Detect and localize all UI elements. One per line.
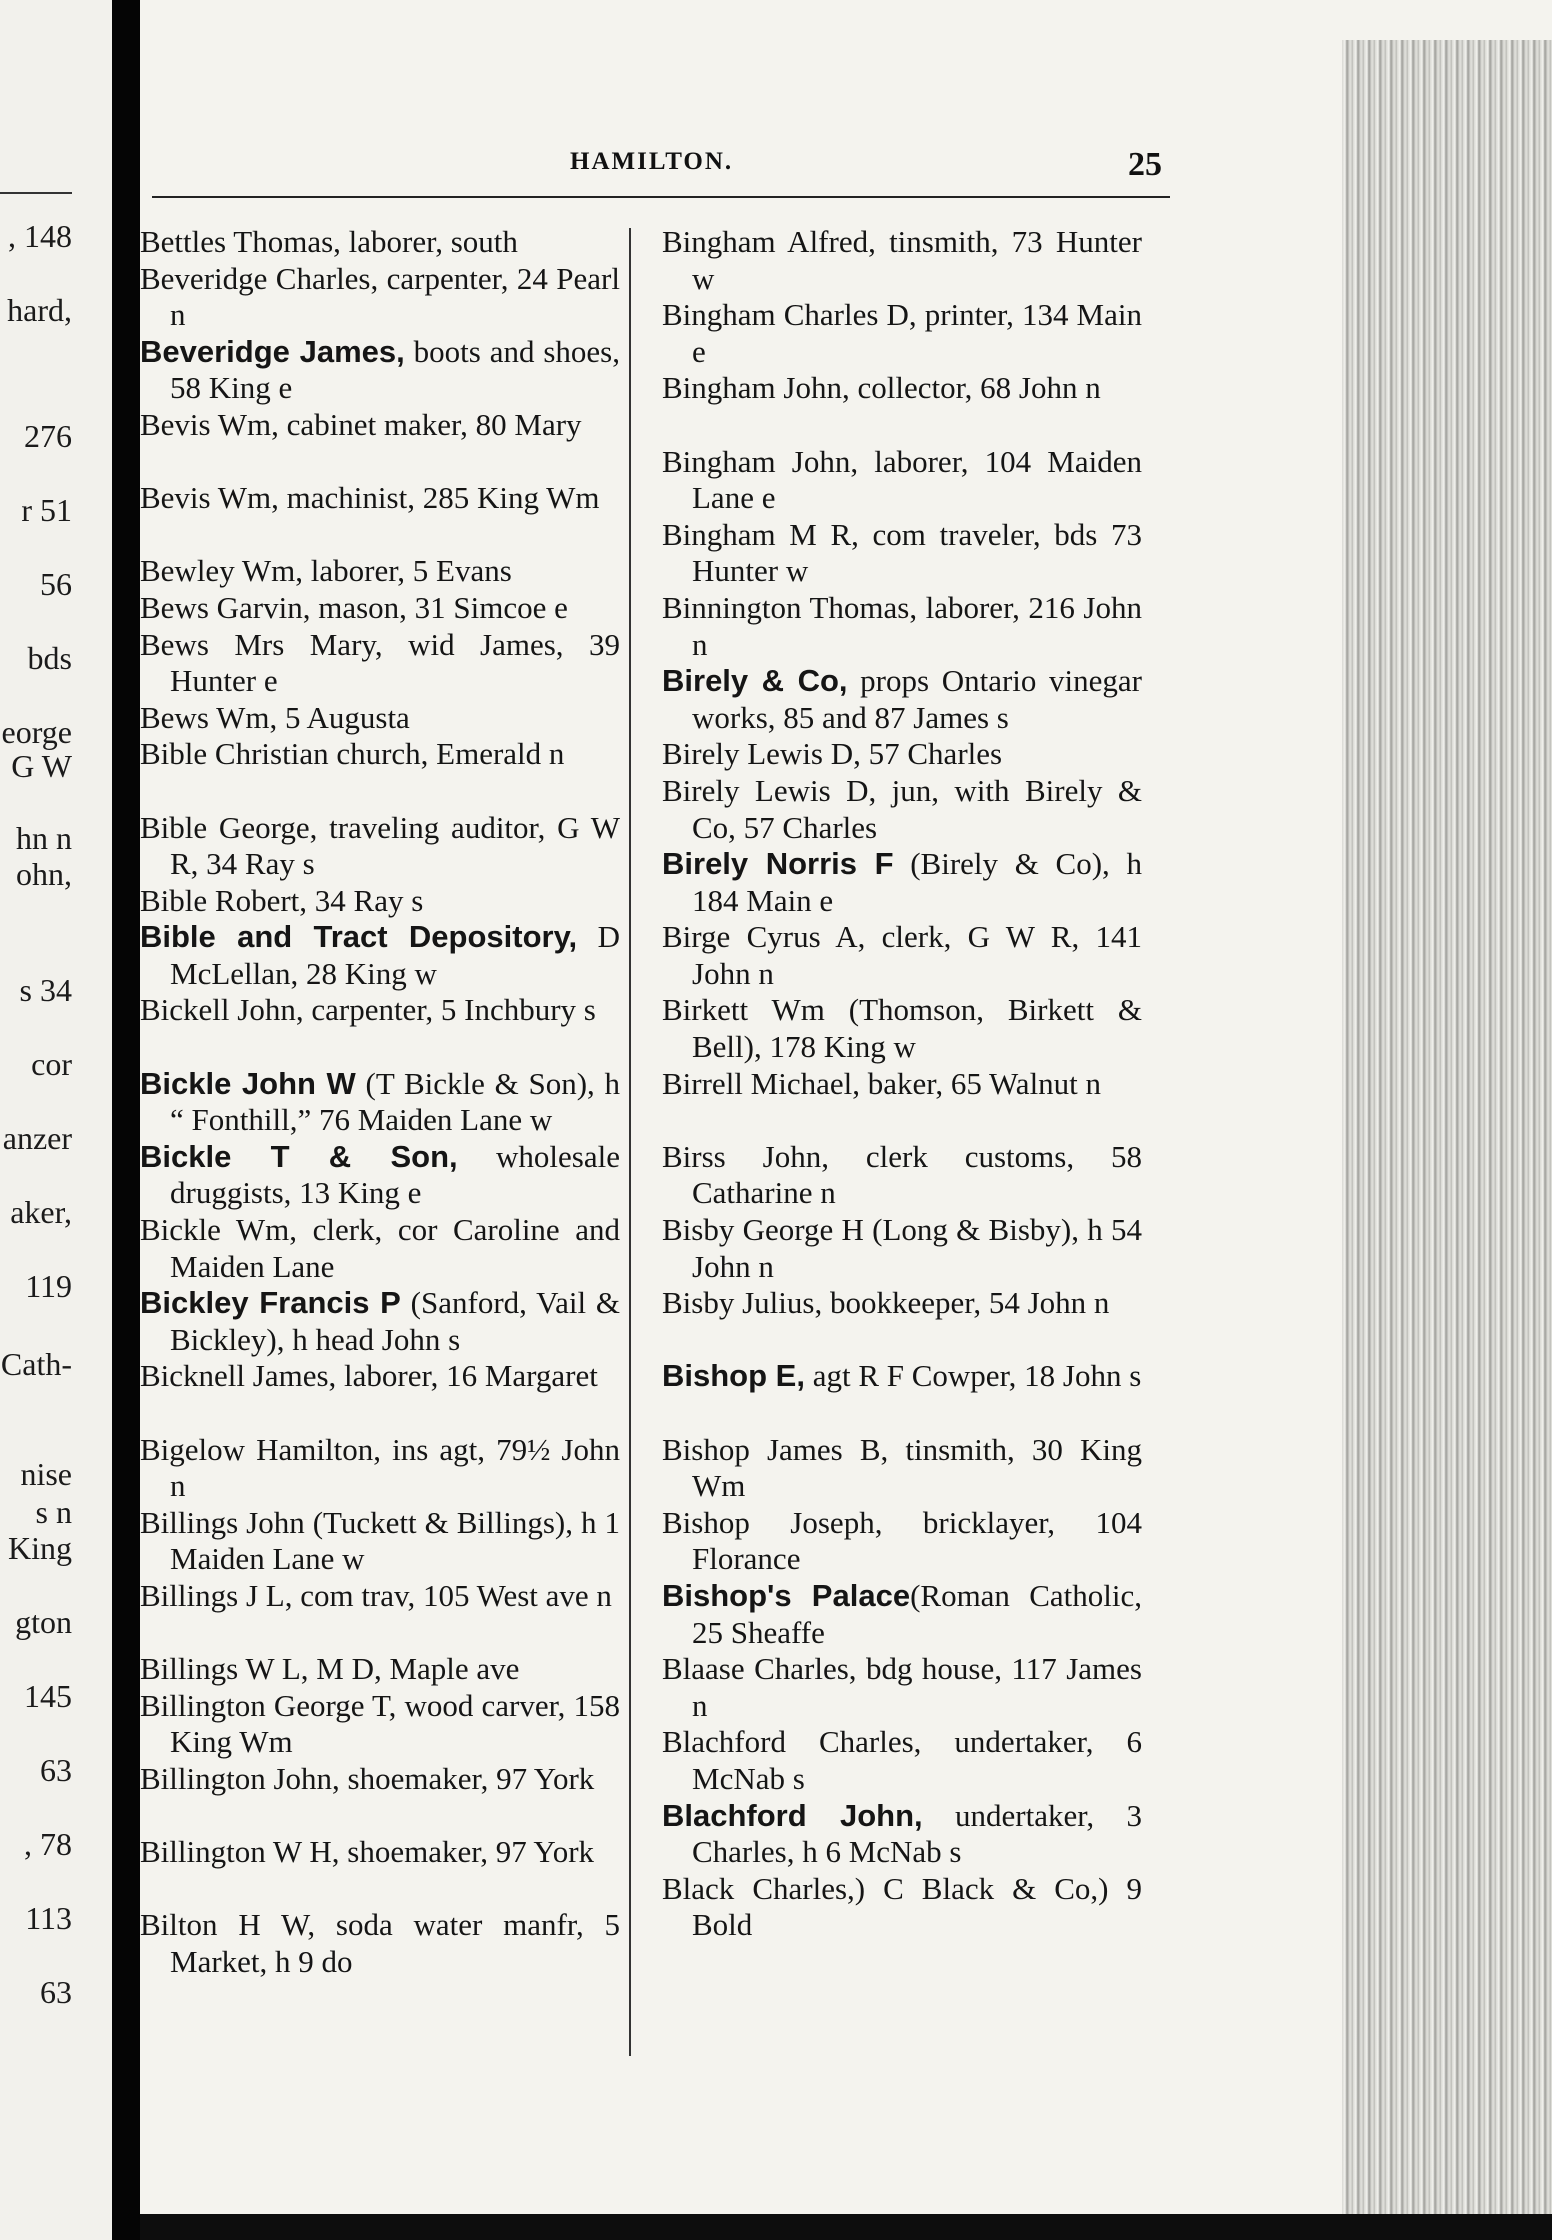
directory-entry: [140, 992, 620, 1065]
directory-entry: [662, 1578, 1142, 1651]
entry-text: (Roman Catholic, 25 Sheaffe: [692, 1577, 1142, 1650]
previous-page-fragment: 56: [40, 566, 72, 602]
directory-entry: [662, 1871, 1142, 1944]
previous-page-fragment: s n: [35, 1494, 72, 1530]
directory-entry: [140, 1761, 620, 1834]
entry-text: Bickle Wm, clerk, cor Caroline and Maiden Lane: [140, 1212, 620, 1284]
entry-text: Bevis Wm, machinist, 285 King Wm: [140, 480, 600, 516]
previous-page-fragment: r 51: [21, 492, 72, 528]
entry-text: Blachford Charles, undertaker, 6 McNab s: [662, 1724, 1142, 1796]
entry-text: Billings J L, com trav, 105 West ave n: [140, 1577, 612, 1613]
previous-page-fragment: s 34: [19, 972, 72, 1008]
directory-entry: [140, 1505, 620, 1578]
directory-entry: [662, 370, 1142, 443]
entry-text: Bingham John, collector, 68 John n: [662, 370, 1101, 406]
entry-text: Bingham Charles D, printer, 134 Main e: [662, 297, 1142, 369]
entry-text: Birely Lewis D, 57 Charles: [662, 736, 1003, 772]
entry-bold-name: Birely Norris F: [662, 846, 894, 882]
previous-page-fragment: 145: [24, 1678, 72, 1714]
previous-page: [0, 0, 112, 2240]
entry-text: Bews Wm, 5 Augusta: [140, 699, 410, 735]
directory-entry: [662, 517, 1142, 590]
entry-text: Birely Lewis D, jun, with Birely & Co, 57 Charles: [662, 772, 1142, 845]
directory-entry: [140, 1688, 620, 1761]
directory-entry: [140, 736, 620, 809]
directory-entry: [140, 700, 620, 737]
directory-entry: [140, 1834, 620, 1907]
directory-entry: [140, 1285, 620, 1358]
entry-text: Bettles Thomas, laborer, south: [140, 224, 518, 259]
directory-entry: [140, 480, 620, 553]
previous-page-fragment: , 148: [8, 218, 72, 254]
directory-entry: [662, 224, 1142, 297]
directory-entry: [140, 1212, 620, 1285]
directory-entry: [662, 1724, 1142, 1797]
entry-text: Bible George, traveling auditor, G W R, 34 Ray s: [140, 809, 620, 882]
entry-text: Bews Garvin, mason, 31 Simcoe e: [140, 589, 568, 625]
entry-bold-name: Bickle John W: [140, 1065, 356, 1101]
directory-entry: [140, 407, 620, 480]
entry-text: Bingham Alfred, tinsmith, 73 Hunter w: [662, 224, 1142, 296]
book-gutter: [112, 0, 140, 2240]
previous-page-fragment: 63: [40, 1974, 72, 2010]
directory-entry: [662, 1505, 1142, 1578]
previous-page-rule: [0, 192, 72, 194]
entry-text: Bishop Joseph, bricklayer, 104 Florance: [662, 1504, 1142, 1577]
directory-entry: [140, 590, 620, 627]
directory-entry: [662, 590, 1142, 663]
entry-bold-name: Birely & Co,: [662, 663, 848, 699]
entry-text: Bews Mrs Mary, wid James, 39 Hunter e: [140, 626, 620, 699]
directory-entry: [662, 1066, 1142, 1139]
previous-page-fragment: bds: [27, 640, 72, 676]
previous-page-fragment: King: [8, 1530, 72, 1566]
entry-text: Bigelow Hamilton, ins agt, 79½ John n: [140, 1431, 620, 1504]
directory-entry: [662, 846, 1142, 919]
directory-entry: [140, 224, 620, 261]
entry-text: Billings W L, M D, Maple ave: [140, 1651, 520, 1687]
directory-entry: [140, 1432, 620, 1505]
previous-page-fragment: nise: [20, 1456, 72, 1492]
entry-text: wholesale druggists, 13 King e: [170, 1138, 620, 1211]
entry-text: Birrell Michael, baker, 65 Walnut n: [662, 1065, 1102, 1101]
directory-entry: [140, 810, 620, 883]
entry-text: Bingham M R, com traveler, bds 73 Hunter w: [662, 516, 1142, 589]
directory-entry: [662, 663, 1142, 736]
column-divider: [629, 228, 631, 2056]
previous-page-fragment: Cath-: [0, 1346, 72, 1382]
header-rule: [152, 196, 1170, 198]
entry-text: Binnington Thomas, laborer, 216 John n: [662, 589, 1142, 662]
right-column: [662, 224, 1142, 1944]
entry-text: Bible Robert, 34 Ray s: [140, 882, 424, 918]
entry-bold-name: Bishop E,: [662, 1358, 805, 1394]
entry-text: props Ontario vinegar works, 85 and 87 James s: [692, 663, 1142, 735]
entry-text: Bicknell James, laborer, 16 Margaret: [140, 1358, 598, 1394]
entry-text: Billings John (Tuckett & Billings), h 1 Maiden Lane w: [140, 1504, 620, 1577]
scan-bottom-edge: [140, 2214, 1552, 2240]
page-number: 25: [1128, 146, 1162, 183]
directory-entry: [140, 1651, 620, 1688]
entry-text: Birge Cyrus A, clerk, G W R, 141 John n: [662, 919, 1142, 991]
entry-bold-name: Bickle T & Son,: [140, 1138, 458, 1174]
directory-entry: [662, 919, 1142, 992]
previous-page-fragment: cor: [31, 1046, 72, 1082]
directory-page: [140, 0, 1552, 2240]
directory-entry: [140, 334, 620, 407]
directory-entry: [140, 919, 620, 992]
previous-page-fragment: ohn,: [16, 856, 72, 892]
directory-entry: [140, 1066, 620, 1139]
directory-entry: [140, 883, 620, 920]
previous-page-fragment: 113: [25, 1900, 72, 1936]
previous-page-fragment: eorge: [1, 714, 72, 750]
entry-text: undertaker, 3 Charles, h 6 McNab s: [692, 1797, 1142, 1870]
entry-text: Bingham John, laborer, 104 Maiden Lane e: [662, 443, 1142, 516]
entry-text: Bible Christian church, Emerald n: [140, 736, 565, 772]
entry-text: Black Charles,) C Black & Co,) 9 Bold: [662, 1870, 1142, 1943]
left-column: [140, 224, 620, 1981]
entry-bold-name: Bible and Tract Depository,: [140, 919, 578, 955]
entry-bold-name: Beveridge James,: [140, 333, 405, 369]
directory-entry: [140, 1578, 620, 1651]
entry-text: Bilton H W, soda water manfr, 5 Market, h 9 do: [140, 1907, 620, 1979]
entry-text: agt R F Cowper, 18 John s: [804, 1358, 1142, 1394]
entry-text: Billington John, shoemaker, 97 York: [140, 1760, 595, 1796]
entry-text: Bevis Wm, cabinet maker, 80 Mary: [140, 406, 582, 442]
entry-text: (Sanford, Vail & Bickley), h head John s: [170, 1285, 620, 1357]
directory-entry: [662, 1212, 1142, 1285]
previous-page-fragment: 119: [25, 1268, 72, 1304]
directory-entry: [662, 1798, 1142, 1871]
entry-text: (T Bickle & Son), h “ Fonthill,” 76 Maiden Lane w: [170, 1065, 620, 1138]
entry-text: D McLellan, 28 King w: [170, 919, 620, 991]
entry-text: Beveridge Charles, carpenter, 24 Pearl n: [140, 260, 620, 333]
directory-entry: [662, 1432, 1142, 1505]
directory-entry: [140, 627, 620, 700]
previous-page-fragment: 276: [24, 418, 72, 454]
directory-entry: [662, 1139, 1142, 1212]
directory-entry: [662, 1358, 1142, 1431]
entry-text: Blaase Charles, bdg house, 117 James n: [662, 1651, 1142, 1723]
entry-text: boots and shoes, 58 King e: [170, 333, 620, 406]
directory-entry: [662, 1651, 1142, 1724]
previous-page-fragment: 63: [40, 1752, 72, 1788]
running-head: HAMILTON.: [570, 148, 734, 175]
entry-text: Bishop James B, tinsmith, 30 King Wm: [662, 1431, 1142, 1504]
previous-page-fragment: gton: [15, 1604, 72, 1640]
directory-entry: [140, 1907, 620, 1980]
entry-text: Birss John, clerk customs, 58 Catharine n: [662, 1138, 1142, 1211]
directory-entry: [662, 736, 1142, 773]
previous-page-fragment: aker,: [10, 1194, 72, 1230]
directory-entry: [662, 1285, 1142, 1358]
directory-entry: [140, 1139, 620, 1212]
directory-entry: [662, 992, 1142, 1065]
entry-bold-name: Bickley Francis P: [140, 1285, 401, 1321]
page-fore-edge: [1342, 40, 1552, 2230]
directory-entry: [140, 261, 620, 334]
directory-entry: [662, 444, 1142, 517]
entry-text: Billington W H, shoemaker, 97 York: [140, 1834, 595, 1870]
entry-bold-name: Bishop's Palace: [662, 1577, 911, 1613]
entry-text: Billington George T, wood carver, 158 King Wm: [140, 1687, 620, 1760]
entry-text: Bickell John, carpenter, 5 Inchbury s: [140, 992, 596, 1028]
directory-entry: [140, 553, 620, 590]
directory-entry: [662, 297, 1142, 370]
directory-entry: [140, 1358, 620, 1431]
entry-bold-name: Blachford John,: [662, 1797, 923, 1833]
entry-text: Bisby Julius, bookkeeper, 54 John n: [662, 1285, 1110, 1321]
entry-text: Bisby George H (Long & Bisby), h 54 John n: [662, 1212, 1142, 1284]
entry-text: Bewley Wm, laborer, 5 Evans: [140, 553, 512, 589]
previous-page-fragment: hn n: [16, 820, 72, 856]
previous-page-fragment: hard,: [7, 292, 72, 328]
entry-text: Birkett Wm (Thomson, Birkett & Bell), 178 King w: [662, 992, 1142, 1065]
previous-page-fragment: anzer: [2, 1120, 72, 1156]
previous-page-fragment: , 78: [24, 1826, 72, 1862]
directory-entry: [662, 773, 1142, 846]
previous-page-fragment: G W: [11, 748, 72, 784]
entry-text: (Birely & Co), h 184 Main e: [692, 846, 1142, 918]
